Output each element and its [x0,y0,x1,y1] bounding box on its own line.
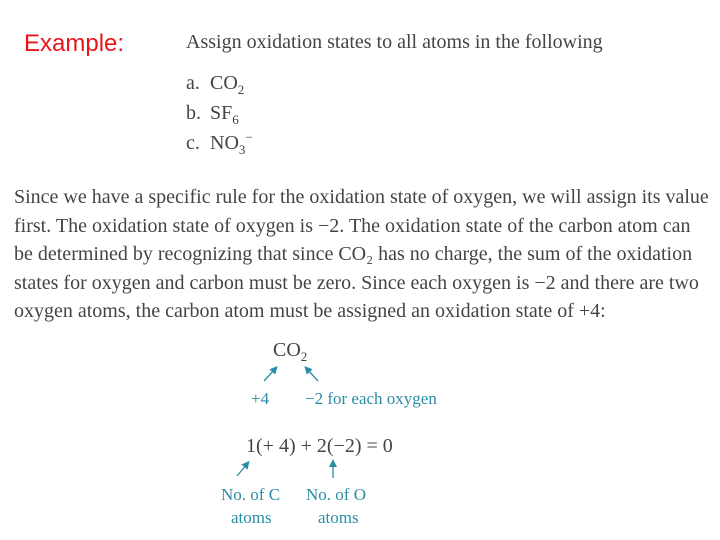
example-label: Example: [24,30,125,57]
item-formula-base: NO [210,132,239,154]
label-c-atoms-line1: No. of C [221,485,281,504]
paragraph-line: Since we have a specific rule for the oxidation state of oxygen, we will assign its value [14,186,709,208]
arrow-to-oxygen [307,369,318,381]
item-formula-sub: 3 [238,142,246,157]
item-letter: b. [186,102,201,124]
diagram-formula-base: CO [273,339,301,361]
arrow-to-c-coefficient [237,464,247,476]
item-formula-base: CO [210,72,238,94]
label-o-atoms-line2: atoms [318,508,359,527]
item-letter: c. [186,132,200,154]
paragraph-line: be determined by recognizing that since CO₂ has no charge, the sum of the oxidation [14,243,693,265]
label-o-atoms-line1: No. of O [306,485,366,504]
diagram-formula-sub: 2 [300,349,308,364]
oxygen-oxidation-value: −2 for each oxygen [305,389,437,408]
label-c-atoms-line2: atoms [231,508,272,527]
oxidation-equation: 1(+ 4) + 2(−2) = 0 [246,435,393,457]
question-heading: Assign oxidation states to all atoms in the following [186,31,603,53]
item-formula-charge: − [245,129,253,145]
item-letter: a. [186,72,200,94]
paragraph-line: oxygen atoms, the carbon atom must be assigned an oxidation state of +4: [14,300,606,322]
item-formula-base: SF [210,102,233,124]
item-formula-sub: 2 [237,82,245,97]
paragraph-line: first. The oxidation state of oxygen is −2. The oxidation state of the carbon atom can [14,214,691,237]
item-formula-sub: 6 [232,112,239,127]
arrow-to-carbon [264,369,275,381]
paragraph-line: states for oxygen and carbon must be zero. Since each oxygen is −2 and there are two [14,271,699,294]
carbon-oxidation-value: +4 [251,389,270,408]
